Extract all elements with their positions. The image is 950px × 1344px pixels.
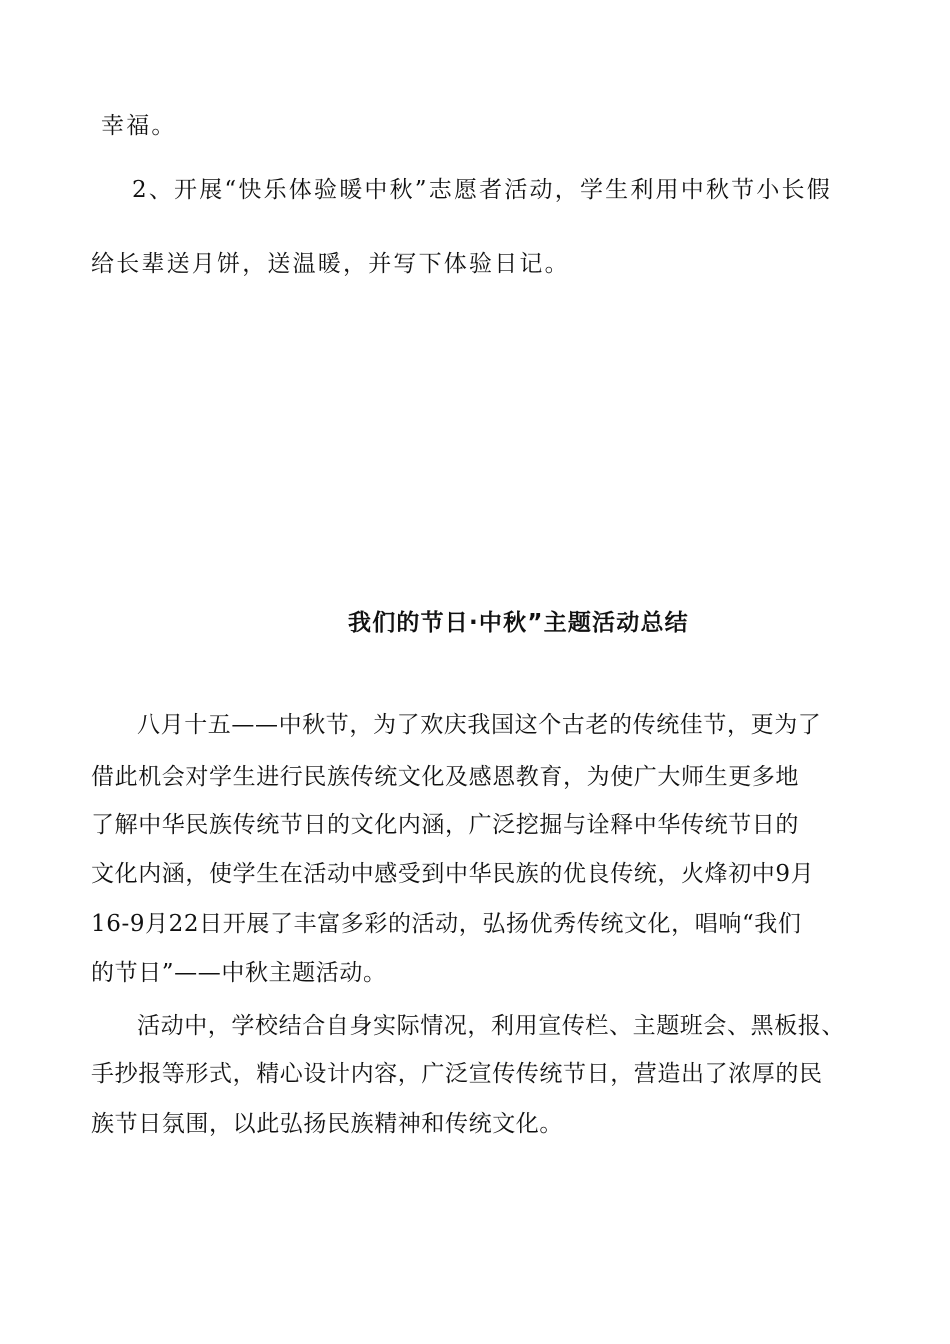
text-line: 活动中，学校结合自身实际情况，利用宣传栏、主题班会、黑板报、	[137, 1013, 845, 1039]
text-line: 八月十五——中秋节，为了欢庆我国这个古老的传统佳节，更为了	[137, 712, 822, 738]
text-line: 了解中华民族传统节日的文化内涵，广泛挖掘与诠释中华传统节日的	[91, 812, 799, 838]
text-line: 族节日氛围，以此弘扬民族精神和传统文化。	[91, 1111, 563, 1137]
list-item-2-line-1: 2、开展“快乐体验暖中秋”志愿者活动，学生利用中秋节小长假	[132, 177, 832, 203]
text-line: 的节日”——中秋主题活动。	[91, 960, 387, 986]
text-line: 16-9月22日开展了丰富多彩的活动，弘扬优秀传统文化，唱响“我们	[91, 911, 802, 937]
summary-title: 我们的节日·中秋”主题活动总结	[348, 610, 689, 636]
text-line: 文化内涵，使学生在活动中感受到中华民族的优良传统，火烽初中9月	[91, 861, 815, 887]
text-line: 手抄报等形式，精心设计内容，广泛宣传传统节日，营造出了浓厚的民	[91, 1061, 823, 1087]
list-item-2-line-2: 给长辈送月饼，送温暖，并写下体验日记。	[91, 251, 570, 277]
text-line: 借此机会对学生进行民族传统文化及感恩教育，为使广大师生更多地	[91, 764, 799, 790]
text-line: 幸福。	[101, 113, 177, 139]
